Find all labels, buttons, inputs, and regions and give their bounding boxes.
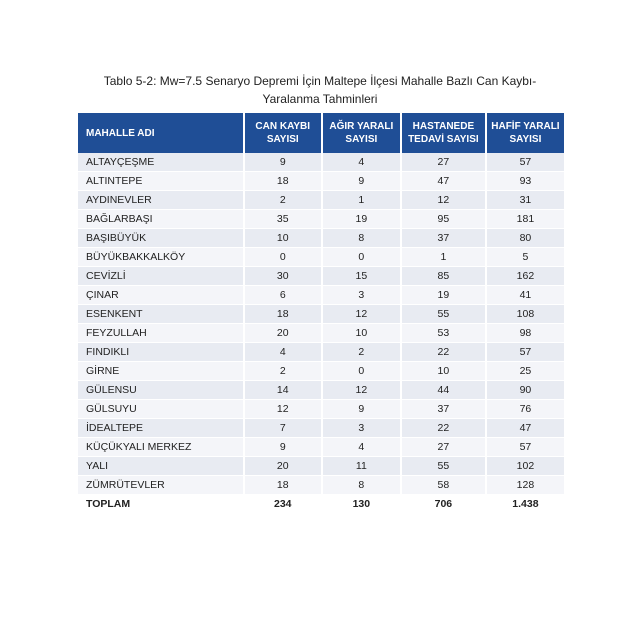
light-injured-cell: 90 xyxy=(485,381,564,400)
severe-injured-cell: 0 xyxy=(321,248,400,267)
neighborhood-cell: ZÜMRÜTEVLER xyxy=(78,476,243,495)
light-injured-cell: 108 xyxy=(485,305,564,324)
table-caption xyxy=(60,72,580,108)
neighborhood-cell: BAĞLARBAŞI xyxy=(78,210,243,229)
total-light-injured-cell: 1.438 xyxy=(485,495,564,514)
hospital-cell: 95 xyxy=(400,210,485,229)
table-row xyxy=(78,286,564,305)
table-row xyxy=(78,343,564,362)
severe-injured-cell: 12 xyxy=(321,381,400,400)
light-injured-cell: 25 xyxy=(485,362,564,381)
neighborhood-cell: FEYZULLAH xyxy=(78,324,243,343)
severe-injured-cell: 9 xyxy=(321,172,400,191)
light-injured-cell: 76 xyxy=(485,400,564,419)
table-row xyxy=(78,305,564,324)
neighborhood-cell: GÜLSUYU xyxy=(78,400,243,419)
neighborhood-cell: ESENKENT xyxy=(78,305,243,324)
deaths-cell: 6 xyxy=(243,286,321,305)
neighborhood-cell: AYDINEVLER xyxy=(78,191,243,210)
deaths-cell: 18 xyxy=(243,476,321,495)
hospital-cell: 85 xyxy=(400,267,485,286)
header-neighborhood: MAHALLE ADI xyxy=(78,113,243,153)
hospital-cell: 53 xyxy=(400,324,485,343)
hospital-cell: 58 xyxy=(400,476,485,495)
hospital-cell: 10 xyxy=(400,362,485,381)
deaths-cell: 9 xyxy=(243,153,321,172)
light-injured-cell: 162 xyxy=(485,267,564,286)
table-row xyxy=(78,153,564,172)
light-injured-cell: 57 xyxy=(485,343,564,362)
table-row xyxy=(78,419,564,438)
light-injured-cell: 47 xyxy=(485,419,564,438)
light-injured-cell: 41 xyxy=(485,286,564,305)
light-injured-cell: 31 xyxy=(485,191,564,210)
deaths-cell: 0 xyxy=(243,248,321,267)
deaths-cell: 4 xyxy=(243,343,321,362)
severe-injured-cell: 1 xyxy=(321,191,400,210)
deaths-cell: 12 xyxy=(243,400,321,419)
neighborhood-cell: GÜLENSU xyxy=(78,381,243,400)
header-deaths: CAN KAYBI SAYISI xyxy=(243,113,321,153)
header-hospital-treatment: HASTANEDE TEDAVİ SAYISI xyxy=(400,113,485,153)
table-row xyxy=(78,362,564,381)
severe-injured-cell: 3 xyxy=(321,419,400,438)
table-row xyxy=(78,438,564,457)
header-light-injured: HAFİF YARALI SAYISI xyxy=(485,113,564,153)
casualty-table xyxy=(78,113,564,514)
severe-injured-cell: 8 xyxy=(321,476,400,495)
deaths-cell: 35 xyxy=(243,210,321,229)
table-row xyxy=(78,229,564,248)
total-deaths-cell: 234 xyxy=(243,495,321,514)
total-row xyxy=(78,495,564,514)
caption-line-1: Tablo 5-2: Mw=7.5 Senaryo Depremi İçin Maltepe İlçesi Mahalle Bazlı Can Kaybı- xyxy=(103,74,537,88)
table-row xyxy=(78,191,564,210)
hospital-cell: 55 xyxy=(400,457,485,476)
deaths-cell: 18 xyxy=(243,172,321,191)
hospital-cell: 44 xyxy=(400,381,485,400)
light-injured-cell: 102 xyxy=(485,457,564,476)
hospital-cell: 27 xyxy=(400,153,485,172)
hospital-cell: 37 xyxy=(400,400,485,419)
table-row xyxy=(78,381,564,400)
neighborhood-cell: CEVİZLİ xyxy=(78,267,243,286)
header-severe-injured: AĞIR YARALI SAYISI xyxy=(321,113,400,153)
severe-injured-cell: 11 xyxy=(321,457,400,476)
header-row xyxy=(78,113,564,153)
neighborhood-cell: KÜÇÜKYALI MERKEZ xyxy=(78,438,243,457)
caption-line-2: Yaralanma Tahminleri xyxy=(262,92,378,106)
deaths-cell: 2 xyxy=(243,191,321,210)
severe-injured-cell: 4 xyxy=(321,438,400,457)
hospital-cell: 22 xyxy=(400,343,485,362)
light-injured-cell: 5 xyxy=(485,248,564,267)
hospital-cell: 37 xyxy=(400,229,485,248)
deaths-cell: 30 xyxy=(243,267,321,286)
deaths-cell: 2 xyxy=(243,362,321,381)
total-severe-injured-cell: 130 xyxy=(321,495,400,514)
light-injured-cell: 128 xyxy=(485,476,564,495)
neighborhood-cell: BAŞIBÜYÜK xyxy=(78,229,243,248)
table-row xyxy=(78,476,564,495)
neighborhood-cell: YALI xyxy=(78,457,243,476)
light-injured-cell: 80 xyxy=(485,229,564,248)
deaths-cell: 7 xyxy=(243,419,321,438)
severe-injured-cell: 3 xyxy=(321,286,400,305)
severe-injured-cell: 15 xyxy=(321,267,400,286)
table-row xyxy=(78,248,564,267)
table-row xyxy=(78,457,564,476)
neighborhood-cell: ALTINTEPE xyxy=(78,172,243,191)
neighborhood-cell: İDEALTEPE xyxy=(78,419,243,438)
neighborhood-cell: FINDIKLI xyxy=(78,343,243,362)
hospital-cell: 12 xyxy=(400,191,485,210)
hospital-cell: 19 xyxy=(400,286,485,305)
total-neighborhood-cell: TOPLAM xyxy=(78,495,243,514)
deaths-cell: 14 xyxy=(243,381,321,400)
total-hospital-cell: 706 xyxy=(400,495,485,514)
hospital-cell: 22 xyxy=(400,419,485,438)
light-injured-cell: 181 xyxy=(485,210,564,229)
severe-injured-cell: 10 xyxy=(321,324,400,343)
deaths-cell: 20 xyxy=(243,324,321,343)
light-injured-cell: 57 xyxy=(485,153,564,172)
table-row xyxy=(78,324,564,343)
neighborhood-cell: ÇINAR xyxy=(78,286,243,305)
light-injured-cell: 98 xyxy=(485,324,564,343)
severe-injured-cell: 4 xyxy=(321,153,400,172)
severe-injured-cell: 0 xyxy=(321,362,400,381)
hospital-cell: 27 xyxy=(400,438,485,457)
table-row xyxy=(78,400,564,419)
severe-injured-cell: 8 xyxy=(321,229,400,248)
neighborhood-cell: ALTAYÇEŞME xyxy=(78,153,243,172)
neighborhood-cell: GİRNE xyxy=(78,362,243,381)
deaths-cell: 20 xyxy=(243,457,321,476)
table-row xyxy=(78,172,564,191)
deaths-cell: 10 xyxy=(243,229,321,248)
table-row xyxy=(78,210,564,229)
hospital-cell: 55 xyxy=(400,305,485,324)
deaths-cell: 18 xyxy=(243,305,321,324)
severe-injured-cell: 12 xyxy=(321,305,400,324)
table-row xyxy=(78,267,564,286)
neighborhood-cell: BÜYÜKBAKKALKÖY xyxy=(78,248,243,267)
severe-injured-cell: 2 xyxy=(321,343,400,362)
hospital-cell: 47 xyxy=(400,172,485,191)
table-body xyxy=(78,153,564,514)
light-injured-cell: 93 xyxy=(485,172,564,191)
severe-injured-cell: 9 xyxy=(321,400,400,419)
deaths-cell: 9 xyxy=(243,438,321,457)
severe-injured-cell: 19 xyxy=(321,210,400,229)
hospital-cell: 1 xyxy=(400,248,485,267)
light-injured-cell: 57 xyxy=(485,438,564,457)
